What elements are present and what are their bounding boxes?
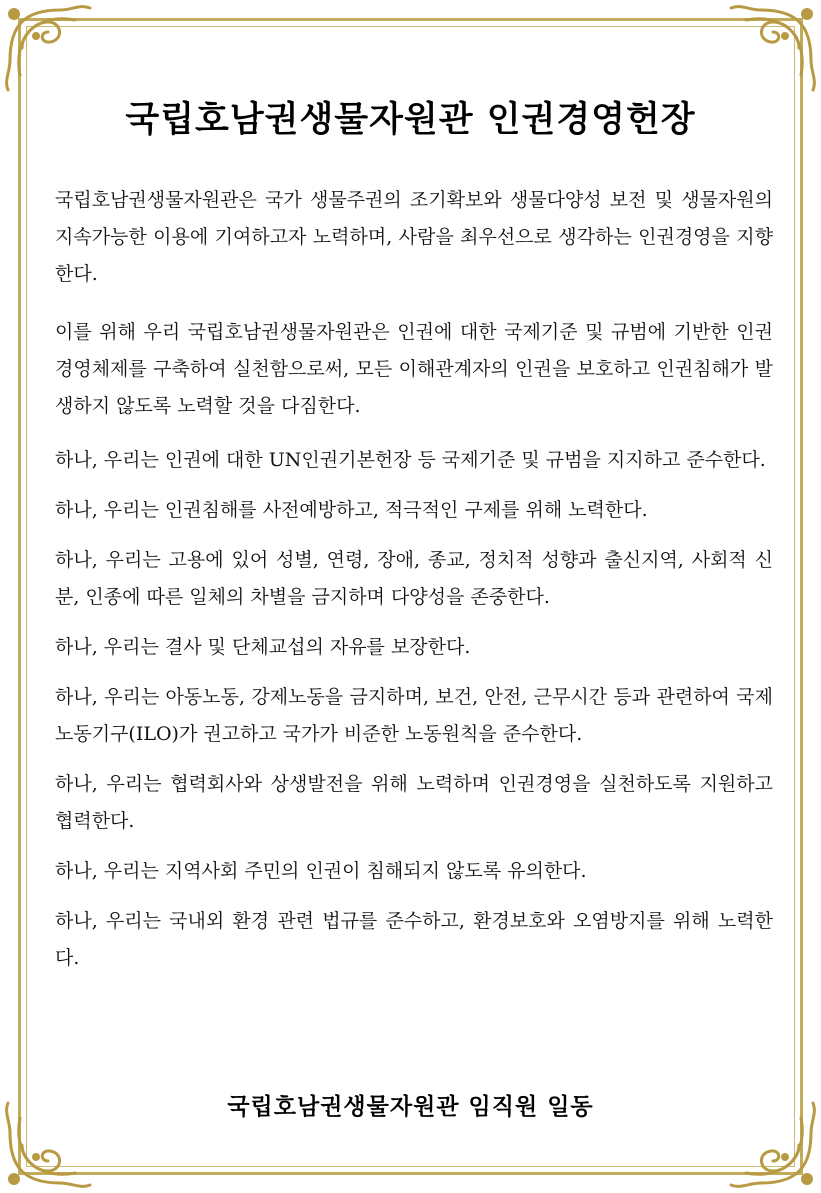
corner-ornament-icon <box>721 0 821 100</box>
pledge-item: 하나, 우리는 결사 및 단체교섭의 자유를 보장한다. <box>55 636 471 658</box>
intro-paragraph: 이를 위해 우리 국립호남권생물자원관은 인권에 대한 국제기준 및 규범에 기반한 인권경영체제를 구축하여 실천함으로써, 모든 이해관계자의 인권을 보호하고 인권침해가 발생하지 않도록 노력할 것을 다짐한다. <box>55 321 773 417</box>
pledge-item: 하나, 우리는 아동노동, 강제노동을 금지하며, 보건, 안전, 근무시간 등과 관련하여 국제노동기구(ILO)가 권고하고 국가가 비준한 노동원칙을 준수한다. <box>55 686 773 745</box>
pledge-item: 하나, 우리는 협력회사와 상생발전을 위해 노력하며 인권경영을 실천하도록 지원하고 협력한다. <box>55 773 773 832</box>
charter-body <box>55 182 773 990</box>
intro-paragraph: 국립호남권생물자원관은 국가 생물주권의 조기확보와 생물다양성 보전 및 생물자원의 지속가능한 이용에 기여하고자 노력하며, 사람을 최우선으로 생각하는 인권경영을 지향한다. <box>55 189 773 285</box>
signature-line: 국립호남권생물자원관 임직원 일동 <box>227 1093 594 1120</box>
pledge-item: 하나, 우리는 지역사회 주민의 인권이 침해되지 않도록 유의한다. <box>55 860 587 882</box>
pledge-item: 하나, 우리는 인권침해를 사전예방하고, 적극적인 구제를 위해 노력한다. <box>55 499 648 521</box>
pledge-item: 하나, 우리는 인권에 대한 UN인권기본헌장 등 국제기준 및 규범을 지지하고 준수한다. <box>55 449 766 471</box>
pledge-item: 하나, 우리는 고용에 있어 성별, 연령, 장애, 종교, 정치적 성향과 출신지역, 사회적 신분, 인종에 따른 일체의 차별을 금지하며 다양성을 존중한다. <box>55 549 773 608</box>
page-title: 국립호남권생물자원관 인권경영헌장 <box>125 99 696 140</box>
corner-ornament-icon <box>0 0 100 100</box>
pledge-item: 하나, 우리는 국내외 환경 관련 법규를 준수하고, 환경보호와 오염방지를 위해 노력한다. <box>55 910 773 969</box>
